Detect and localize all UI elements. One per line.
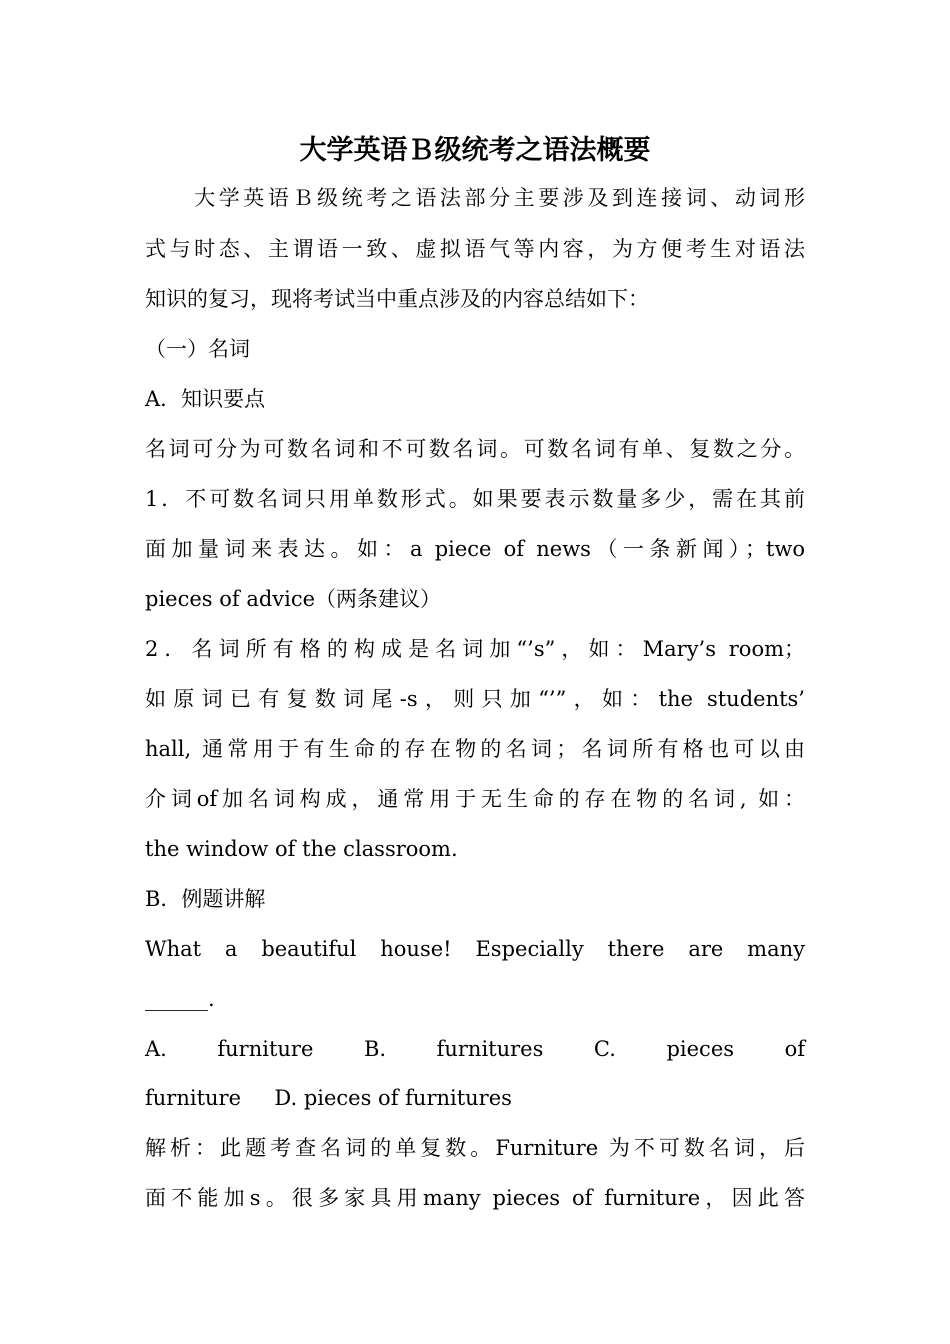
paragraph-line-8: 面加量词来表达。如：a piece of news（一条新闻）；two (145, 537, 805, 561)
document-title: 大学英语Ｂ级统考之语法概要 (299, 135, 651, 166)
analysis-line-1: 解析：此题考查名词的单复数。Furniture 为不可数名词，后 (145, 1136, 805, 1160)
subsection-heading-key-points: A．知识要点 (145, 387, 266, 411)
example-question-blank: ______. (145, 987, 215, 1011)
example-question-line-1: What a beautiful house! Especially there are many (145, 937, 805, 961)
paragraph-line-6: 名词可分为可数名词和不可数名词。可数名词有单、复数之分。 (145, 437, 805, 461)
paragraph-line-2: 式与时态、主谓语一致、虚拟语气等内容，为方便考生对语法 (145, 237, 805, 261)
example-options-line-1: A. furniture B. furnitures C. pieces of (145, 1037, 805, 1061)
section-heading-nouns: （一）名词 (145, 337, 250, 361)
paragraph-line-14: the window of the classroom. (145, 837, 458, 861)
paragraph-line-3: 知识的复习，现将考试当中重点涉及的内容总结如下： (145, 287, 649, 311)
paragraph-line-13: 介词of加名词构成，通常用于无生命的存在物的名词, 如： (145, 787, 805, 811)
example-options-line-2: furniture D. pieces of furnitures (145, 1086, 512, 1110)
paragraph-line-12: hall, 通常用于有生命的存在物的名词；名词所有格也可以由 (145, 737, 805, 761)
paragraph-line-9: pieces of advice（两条建议） (145, 587, 442, 611)
subsection-heading-examples: B．例题讲解 (145, 887, 266, 911)
paragraph-line-7: 1．不可数名词只用单数形式。如果要表示数量多少，需在其前 (145, 487, 805, 511)
paragraph-line-10: 2．名词所有格的构成是名词加“’s”，如：Mary’s room； (145, 637, 805, 661)
analysis-line-2: 面不能加s。很多家具用many pieces of furniture，因此答 (145, 1186, 805, 1210)
paragraph-line-1: 大学英语Ｂ级统考之语法部分主要涉及到连接词、动词形 (145, 186, 805, 210)
paragraph-line-11: 如原词已有复数词尾-s，则只加“’”，如：the students’ (145, 687, 805, 711)
